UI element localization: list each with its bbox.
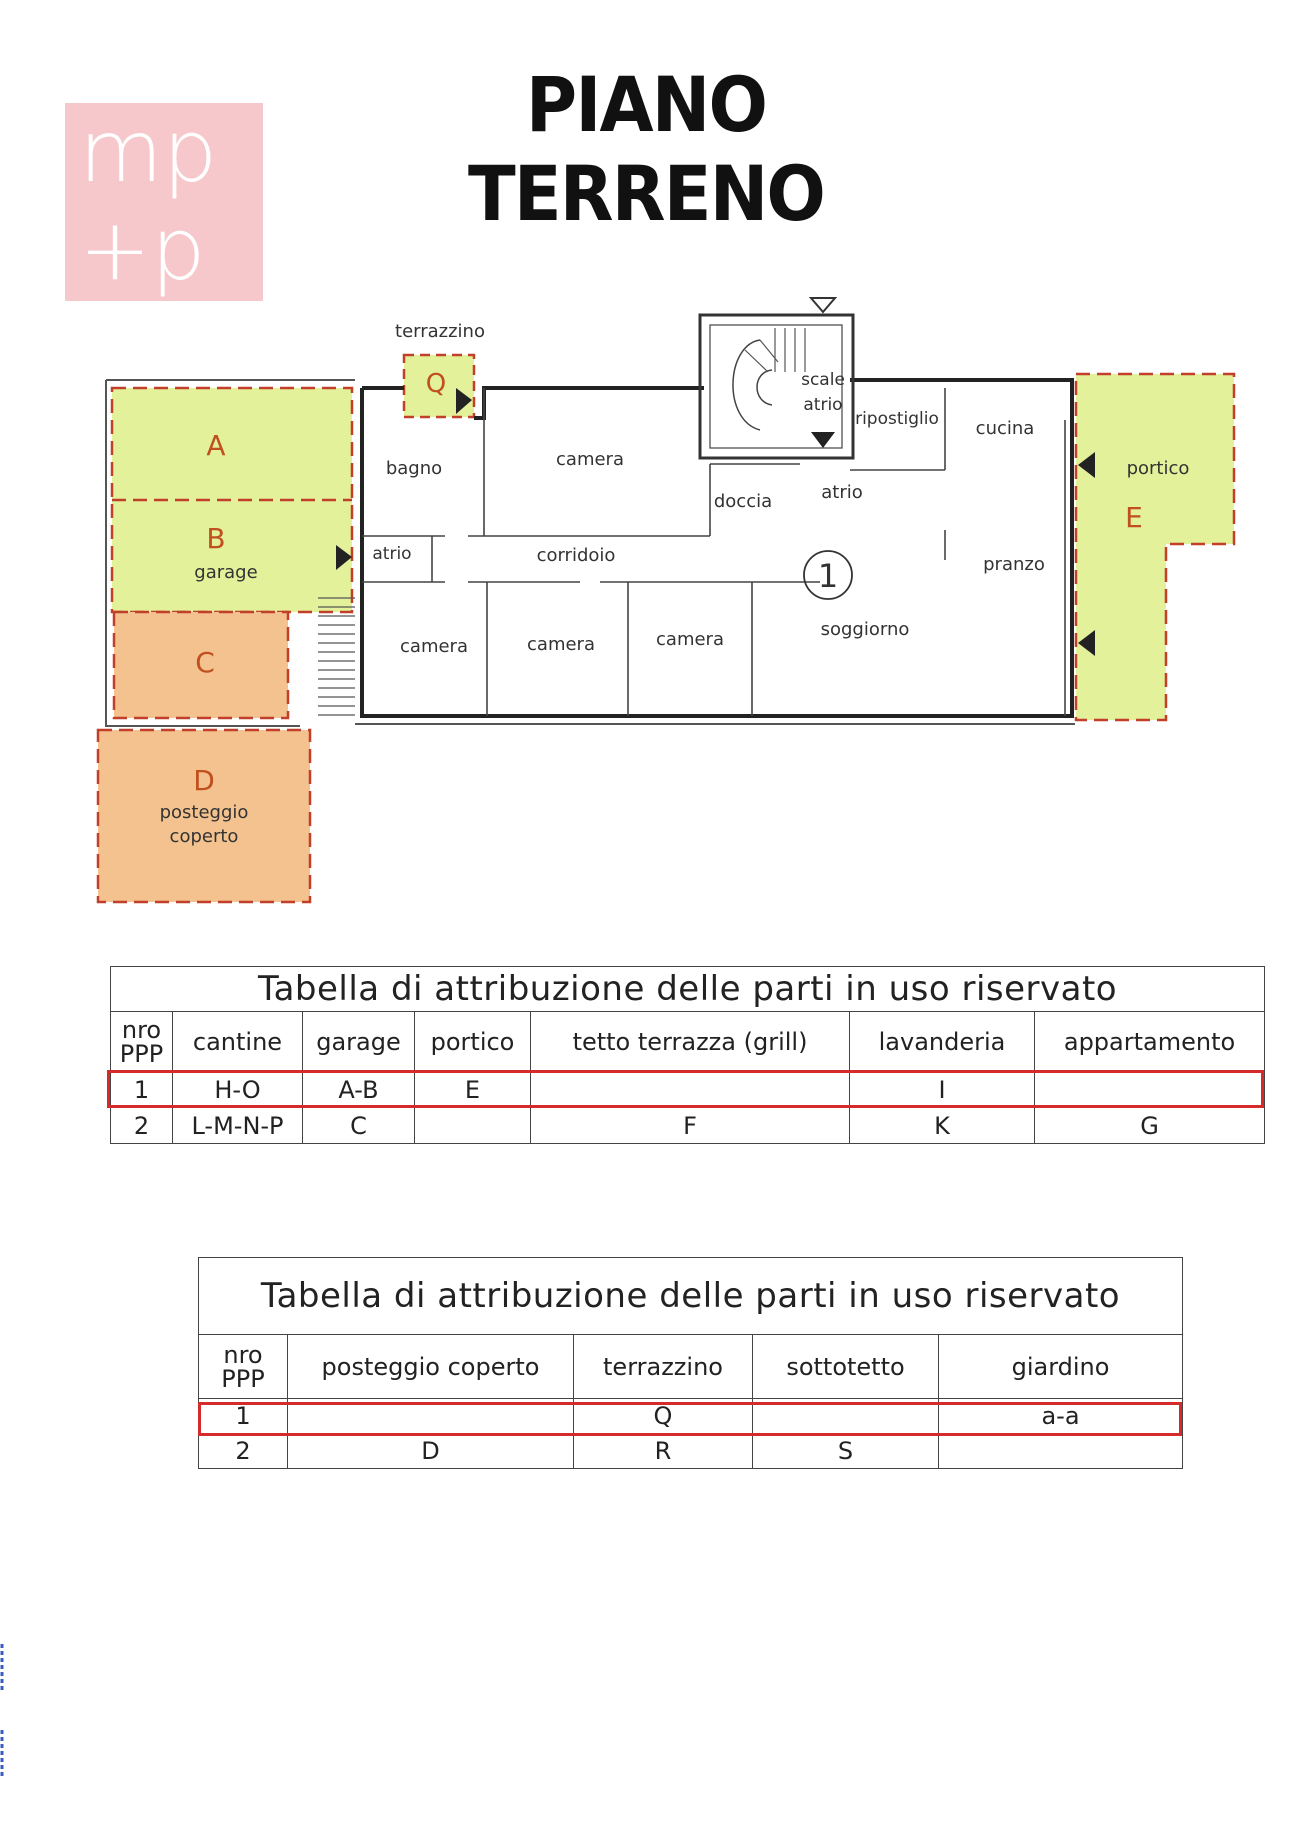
area-label-portico: portico (1126, 458, 1190, 479)
table1-r2-nro: 2 (111, 1108, 173, 1144)
logo-line1: mp (79, 103, 218, 202)
table2-r2-nro: 2 (199, 1434, 288, 1469)
table2-r1-terrazzino: Q (574, 1399, 753, 1434)
table2-r2-terrazzino: R (574, 1434, 753, 1469)
table1-r2-cantine: L-M-N-P (173, 1108, 303, 1144)
area-label-b: B (206, 522, 226, 555)
area-label-e: E (1125, 501, 1143, 534)
table1-r1-cantine: H-O (173, 1072, 303, 1108)
room-doccia: doccia (713, 491, 773, 512)
table1-r2-portico (415, 1108, 531, 1144)
table1-r2-garage: C (303, 1108, 415, 1144)
room-atrio-left: atrio (372, 544, 412, 564)
area-label-garage: garage (194, 562, 258, 583)
room-atrio-center: atrio (821, 482, 863, 503)
table1-header-appartamento: appartamento (1035, 1012, 1265, 1072)
table1-r2-lavanderia: K (850, 1108, 1035, 1144)
table1-r1-garage: A-B (303, 1072, 415, 1108)
area-label-c: C (195, 646, 215, 679)
attribution-table-1 (110, 966, 1265, 1144)
unit-number: 1 (817, 557, 839, 595)
table2-caption: Tabella di attribuzione delle parti in uso riservato (199, 1258, 1183, 1335)
table1-r1-lavanderia: I (850, 1072, 1035, 1108)
room-camera-top: camera (556, 449, 624, 470)
table1-r1-nro: 1 (111, 1072, 173, 1108)
table1-header-lavanderia: lavanderia (850, 1012, 1035, 1072)
room-atrio-stair: atrio (803, 395, 843, 415)
table1-r1-portico: E (415, 1072, 531, 1108)
table1-caption: Tabella di attribuzione delle parti in uso riservato (111, 967, 1265, 1012)
area-label-q: Q (425, 369, 447, 399)
table1-header-nro: nro PPP (111, 1012, 173, 1072)
table2-header-posteggio: posteggio coperto (288, 1335, 574, 1399)
attribution-table-2 (198, 1257, 1183, 1469)
table-row (199, 1434, 1183, 1469)
room-camera-3: camera (656, 629, 724, 650)
area-e (1076, 374, 1234, 720)
table2-header-giardino: giardino (939, 1335, 1183, 1399)
table2-row1-highlight (198, 1402, 1182, 1436)
room-pranzo: pranzo (983, 554, 1045, 575)
area-label-a: A (206, 429, 226, 462)
table2-r1-nro: 1 (199, 1399, 288, 1434)
room-camera-1: camera (400, 636, 468, 657)
room-ripostiglio: ripostiglio (855, 409, 939, 429)
table1-r2-tetto: F (531, 1108, 850, 1144)
room-corridoio: corridoio (536, 545, 616, 566)
room-soggiorno: soggiorno (820, 619, 910, 640)
area-label-terrazzino: terrazzino (395, 321, 485, 342)
room-cucina: cucina (975, 418, 1035, 439)
table2-header-nro: nro PPP (199, 1335, 288, 1399)
table2-r2-giardino (939, 1434, 1183, 1469)
table2-header-sottotetto: sottotetto (753, 1335, 939, 1399)
table1-header-cantine: cantine (173, 1012, 303, 1072)
page-title: PIANO TERRENO (468, 60, 824, 238)
table1-r2-appartamento: G (1035, 1108, 1265, 1144)
area-label-posteggio: posteggio (159, 802, 249, 823)
room-scale: scale (801, 370, 845, 390)
table1-header-portico: portico (415, 1012, 531, 1072)
table1-header-garage: garage (303, 1012, 415, 1072)
table2-header-terrazzino: terrazzino (574, 1335, 753, 1399)
area-label-coperto: coperto (169, 826, 239, 847)
table-row (111, 1108, 1265, 1144)
table2-r2-posteggio: D (288, 1434, 574, 1469)
area-label-d: D (193, 764, 215, 797)
logo-line2: +p (79, 200, 206, 300)
scan-mark (0, 1640, 8, 1780)
table1-row1-highlight (107, 1070, 1264, 1108)
table2-r1-giardino: a-a (939, 1399, 1183, 1434)
room-bagno: bagno (385, 458, 443, 479)
table2-r2-sottotetto: S (753, 1434, 939, 1469)
room-camera-2: camera (527, 634, 595, 655)
table1-header-tetto: tetto terrazza (grill) (531, 1012, 850, 1072)
